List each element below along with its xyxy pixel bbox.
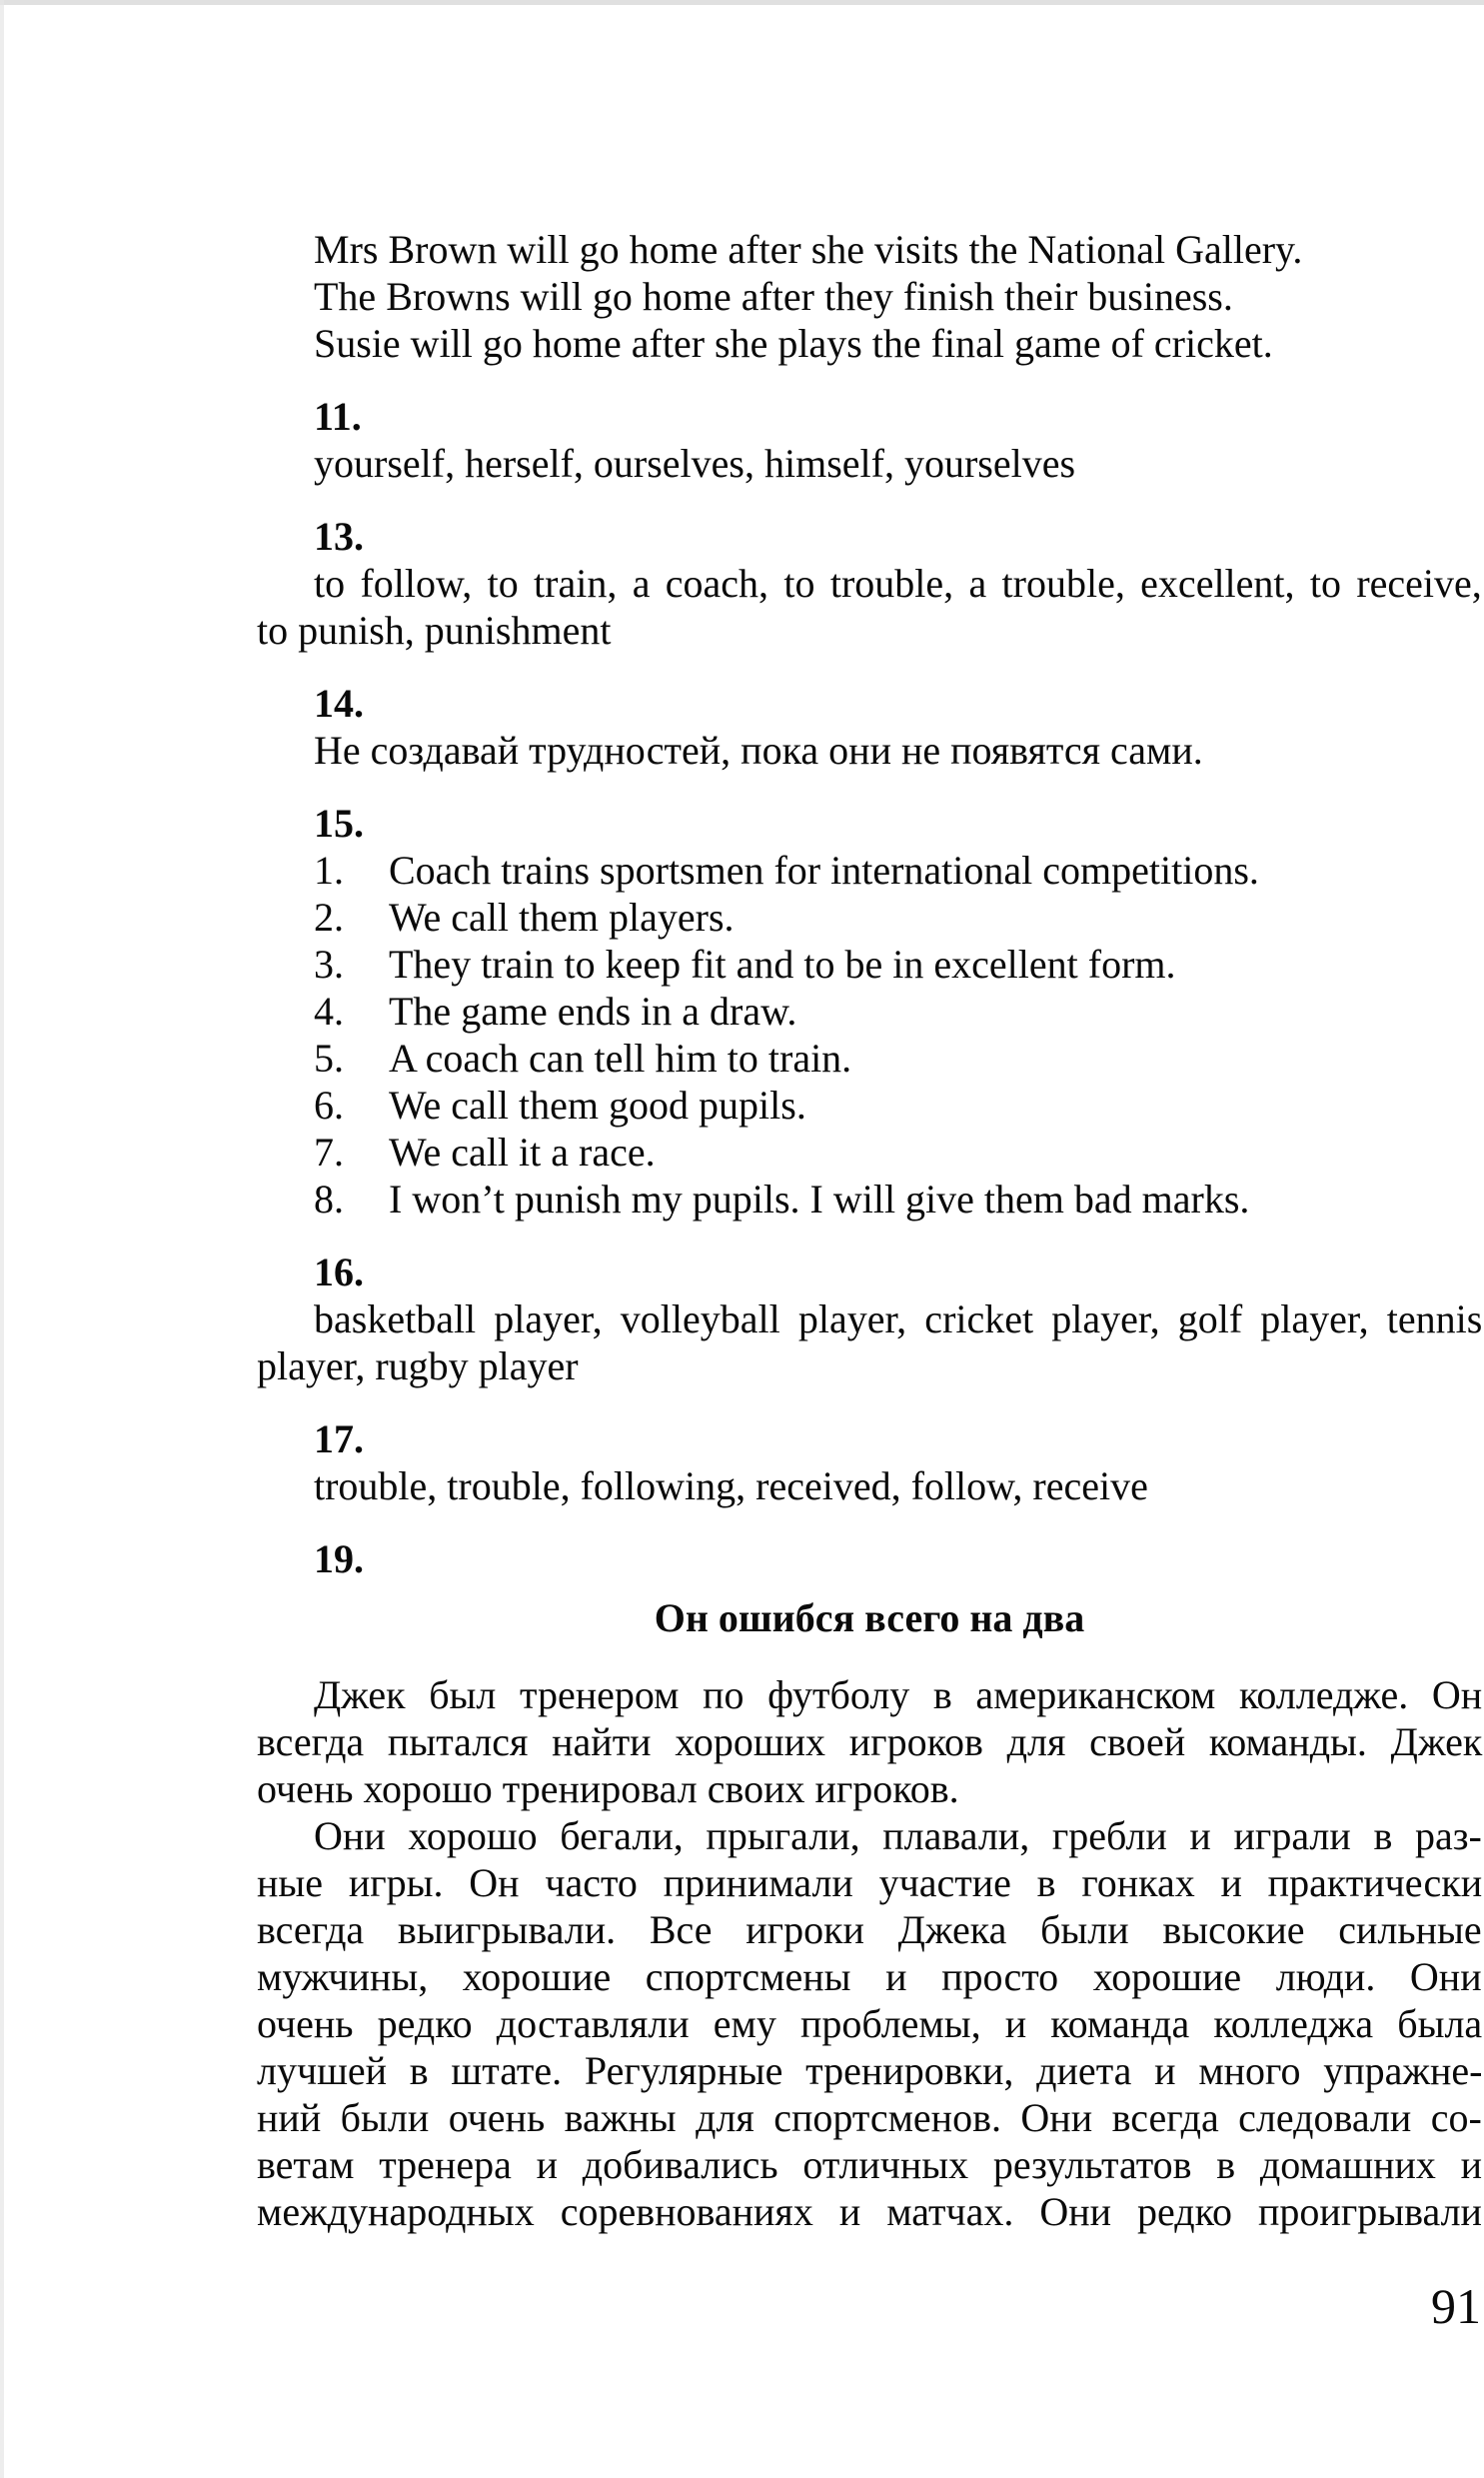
section-11-text — [257, 440, 1482, 487]
list-item — [257, 894, 1482, 941]
story-line — [257, 1859, 1482, 1906]
story-line — [257, 1765, 1482, 1812]
story-title — [257, 1594, 1482, 1641]
story-line — [257, 1812, 1482, 1859]
story-line — [257, 1906, 1482, 1953]
list-item — [257, 1082, 1482, 1129]
section-number-label: 11. — [314, 394, 362, 439]
story-line-text: ветам тренера и добивались отличных результатов в домашних и — [257, 2142, 1483, 2187]
scan-edge-left — [0, 0, 4, 2478]
story-title-text: Он ошибся всего на два — [654, 1595, 1085, 1640]
list-item-number: 2. — [314, 895, 344, 940]
scan-edge-top — [0, 0, 1484, 5]
list-item-text: We call them players. — [389, 895, 735, 940]
answer-text: Не создавай трудностей, пока они не появятся сами. — [314, 728, 1203, 773]
section-number-label: 14. — [314, 681, 364, 726]
list-item-text: I won’t punish my pupils. I will give them bad marks. — [389, 1177, 1250, 1222]
section-number-16 — [257, 1248, 1482, 1295]
answer-line-text: Susie will go home after she plays the final game of cricket. — [314, 321, 1273, 366]
list-item-number: 1. — [314, 848, 344, 893]
story-line — [257, 1718, 1482, 1765]
story-line — [257, 1671, 1482, 1718]
section-number-label: 16. — [314, 1249, 364, 1294]
story-line-text: очень редко доставляли ему проблемы, и команда колледжа была — [257, 2001, 1483, 2046]
section-number-19 — [257, 1535, 1482, 1582]
story-line — [257, 2141, 1482, 2188]
list-item-number: 3. — [314, 942, 344, 987]
story-line — [257, 2047, 1482, 2094]
section-16-line2 — [257, 1342, 1482, 1389]
list-item-number: 8. — [314, 1177, 344, 1222]
section-number-14 — [257, 680, 1482, 727]
section-13-line2 — [257, 607, 1482, 654]
section-14-text — [257, 727, 1482, 774]
story-line-text: всегда выигрывали. Все игроки Джека были высокие сильные — [257, 1907, 1482, 1952]
story-line — [257, 2094, 1482, 2141]
story-line-text: всегда пытался найти хороших игроков для своей команды. Джек — [257, 1719, 1483, 1764]
answer-text: to punish, punishment — [257, 608, 612, 653]
list-item — [257, 988, 1482, 1035]
list-item-text: The game ends in a draw. — [389, 989, 797, 1034]
story-line — [257, 2000, 1482, 2047]
section-number-label: 17. — [314, 1416, 364, 1461]
section-number-15 — [257, 800, 1482, 847]
list-item-text: A coach can tell him to train. — [389, 1036, 852, 1081]
list-item-text: They train to keep fit and to be in excellent form. — [389, 942, 1176, 987]
answer-text: to follow, to train, a coach, to trouble, a trouble, excellent, to receive, — [314, 561, 1482, 606]
list-item-text: Coach trains sportsmen for international competitions. — [389, 848, 1259, 893]
section-number-13 — [257, 513, 1482, 560]
list-item-text: We call them good pupils. — [389, 1083, 806, 1128]
story-line-text: ний были очень важны для спортсменов. Они всегда следовали со- — [257, 2095, 1482, 2140]
list-item — [257, 1035, 1482, 1082]
section-number-label: 15. — [314, 801, 364, 846]
list-item — [257, 941, 1482, 988]
story-line-text: Джек был тренером по футболу в американском колледже. Он — [314, 1672, 1483, 1717]
list-item — [257, 1176, 1482, 1223]
answer-line — [257, 273, 1482, 320]
story-line-text: ные игры. Он часто принимали участие в гонках и практически — [257, 1860, 1483, 1905]
story-line — [257, 1953, 1482, 2000]
section-16-line1 — [257, 1295, 1482, 1342]
story-line-text: лучшей в штате. Регулярные тренировки, диета и много упражне- — [257, 2048, 1483, 2093]
section-17-text — [257, 1462, 1482, 1509]
answer-line-text: The Browns will go home after they finish their business. — [314, 274, 1233, 319]
section-number-17 — [257, 1415, 1482, 1462]
page-number: 91 — [1431, 2278, 1481, 2334]
list-item — [257, 847, 1482, 894]
list-item-number: 6. — [314, 1083, 344, 1128]
list-item-number: 5. — [314, 1036, 344, 1081]
section-number-11 — [257, 393, 1482, 440]
story-line-text: Они хорошо бегали, прыгали, плавали, гребли и играли в раз- — [314, 1813, 1482, 1858]
section-number-label: 19. — [314, 1536, 364, 1581]
story-line-text: международных соревнованиях и матчах. Они редко проигрывали — [257, 2189, 1482, 2234]
page-body — [257, 226, 1482, 2235]
answer-line-text: Mrs Brown will go home after she visits the National Gallery. — [314, 227, 1303, 272]
answer-line — [257, 320, 1482, 367]
list-item-number: 4. — [314, 989, 344, 1034]
answer-text: basketball player, volleyball player, cricket player, golf player, tennis — [314, 1296, 1483, 1341]
answer-text: player, rugby player — [257, 1343, 579, 1388]
answer-line — [257, 226, 1482, 273]
list-item-number: 7. — [314, 1130, 344, 1175]
section-13-line1 — [257, 560, 1482, 607]
story-line — [257, 2188, 1482, 2235]
story-line-text: мужчины, хорошие спортсмены и просто хорошие люди. Они — [257, 1954, 1482, 1999]
list-item — [257, 1129, 1482, 1176]
answer-text: trouble, trouble, following, received, follow, receive — [314, 1463, 1148, 1508]
list-item-text: We call it a race. — [389, 1130, 656, 1175]
answer-text: yourself, herself, ourselves, himself, yourselves — [314, 441, 1076, 486]
story-line-text: очень хорошо тренировал своих игроков. — [257, 1766, 959, 1811]
section-number-label: 13. — [314, 514, 364, 559]
